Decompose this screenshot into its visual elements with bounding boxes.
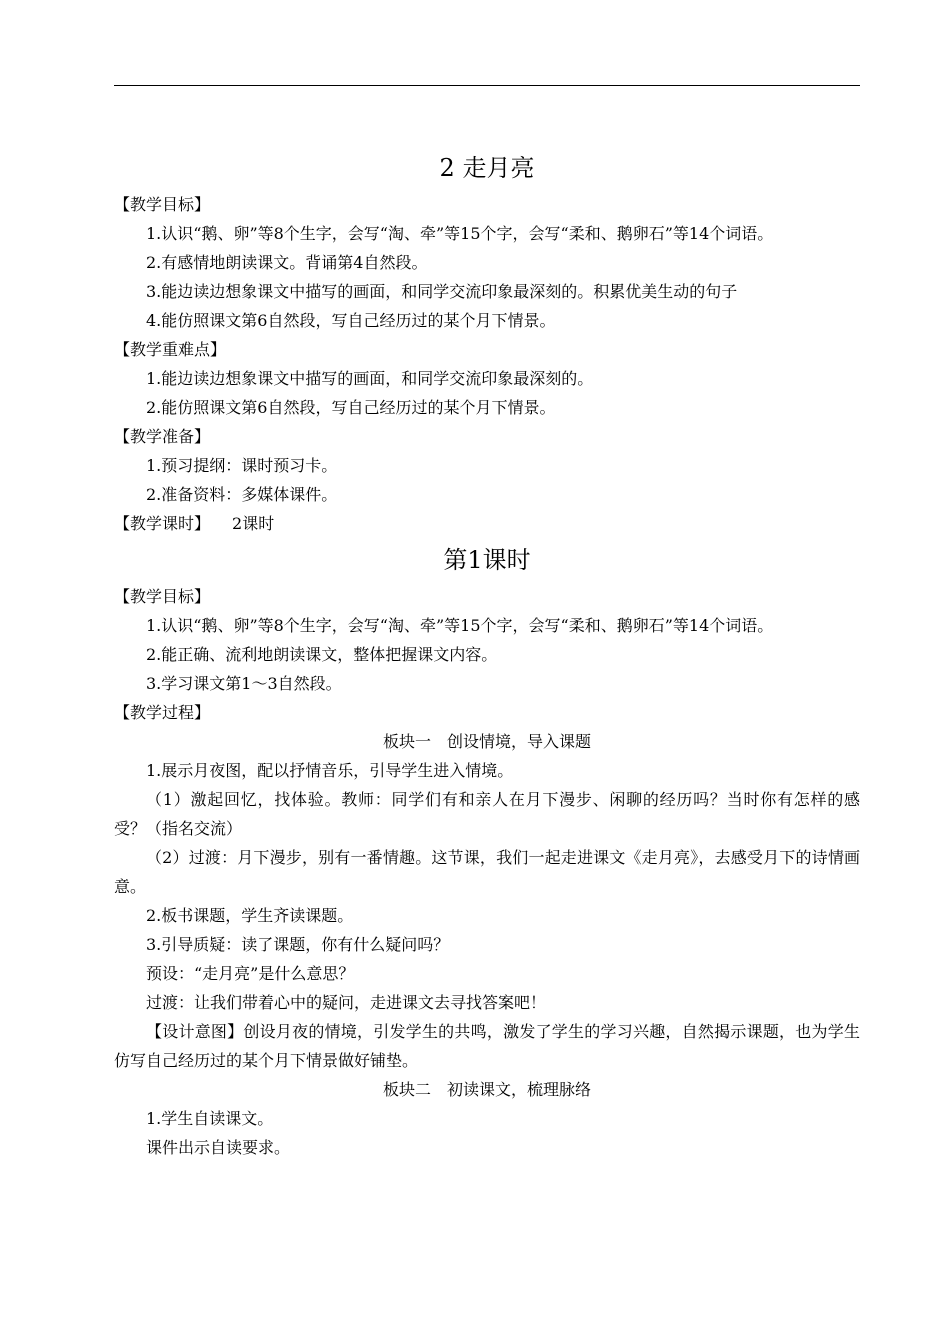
goals-heading: 【教学目标】	[114, 195, 211, 214]
lesson1-goal-1: 1.认识“鹅、卵”等8个生字，会写“淘、牵”等15个字，会写“柔和、鹅卵石”等14个词语。	[146, 616, 774, 635]
goal-item-3: 3.能边读边想象课文中描写的画面，和同学交流印象最深刻的。积累优美生动的句子	[146, 282, 738, 301]
block2-item-1: 1.学生自读课文。	[146, 1109, 274, 1128]
block2-title: 板块二 初读课文，梳理脉络	[382, 1080, 591, 1099]
block1-item-2: （1）激起回忆，找体验。教师：同学们有和亲人在月下漫步、闲聊的经历吗？当时你有怎样的感受？（指名交流）	[114, 790, 860, 838]
lesson-title: 2 走月亮	[439, 154, 535, 182]
block1-item-3: （2）过渡：月下漫步，别有一番情趣。这节课，我们一起走进课文《走月亮》，去感受月下的诗情画意。	[114, 848, 860, 896]
hours-heading: 【教学课时】	[114, 514, 211, 533]
block1-item-4: 2.板书课题，学生齐读课题。	[146, 906, 354, 925]
hours-line	[114, 509, 860, 538]
lesson1-goal-3: 3.学习课文第1～3自然段。	[146, 674, 342, 693]
design-intent: 【设计意图】创设月夜的情境，引发学生的共鸣，激发了学生的学习兴趣，自然揭示课题，也为学生仿写自己经历过的某个月下情景做好铺垫。	[114, 1022, 860, 1070]
process-heading: 【教学过程】	[114, 703, 211, 722]
key-point-1: 1.能边读边想象课文中描写的画面，和同学交流印象最深刻的。	[146, 369, 594, 388]
lesson1-title: 第1课时	[443, 546, 531, 574]
header-rule	[114, 85, 860, 86]
key-points-heading: 【教学重难点】	[114, 340, 227, 359]
preparation-heading: 【教学准备】	[114, 427, 211, 446]
block1-item-1: 1.展示月夜图，配以抒情音乐，引导学生进入情境。	[146, 761, 514, 780]
goal-item-1: 1.认识“鹅、卵”等8个生字，会写“淘、牵”等15个字，会写“柔和、鹅卵石”等14个词语。	[146, 224, 774, 243]
document-content	[114, 148, 860, 1162]
block1-item-7: 过渡：让我们带着心中的疑问，走进课文去寻找答案吧！	[146, 993, 547, 1012]
lesson1-goal-2: 2.能正确、流利地朗读课文，整体把握课文内容。	[146, 645, 498, 664]
block1-item-5: 3.引导质疑：读了课题，你有什么疑问吗？	[146, 935, 450, 954]
goal-item-4: 4.能仿照课文第6自然段，写自己经历过的某个月下情景。	[146, 311, 556, 330]
preparation-item-1: 1.预习提纲：课时预习卡。	[146, 456, 338, 475]
block1-item-6: 预设：“走月亮”是什么意思？	[146, 964, 355, 983]
goal-item-2: 2.有感情地朗读课文。背诵第4自然段。	[146, 253, 428, 272]
hours-value: 2课时	[232, 514, 275, 533]
preparation-item-2: 2.准备资料：多媒体课件。	[146, 485, 338, 504]
lesson1-goals-heading: 【教学目标】	[114, 587, 211, 606]
block1-title: 板块一 创设情境，导入课题	[382, 732, 591, 751]
block2-item-2: 课件出示自读要求。	[146, 1138, 291, 1157]
key-point-2: 2.能仿照课文第6自然段，写自己经历过的某个月下情景。	[146, 398, 556, 417]
